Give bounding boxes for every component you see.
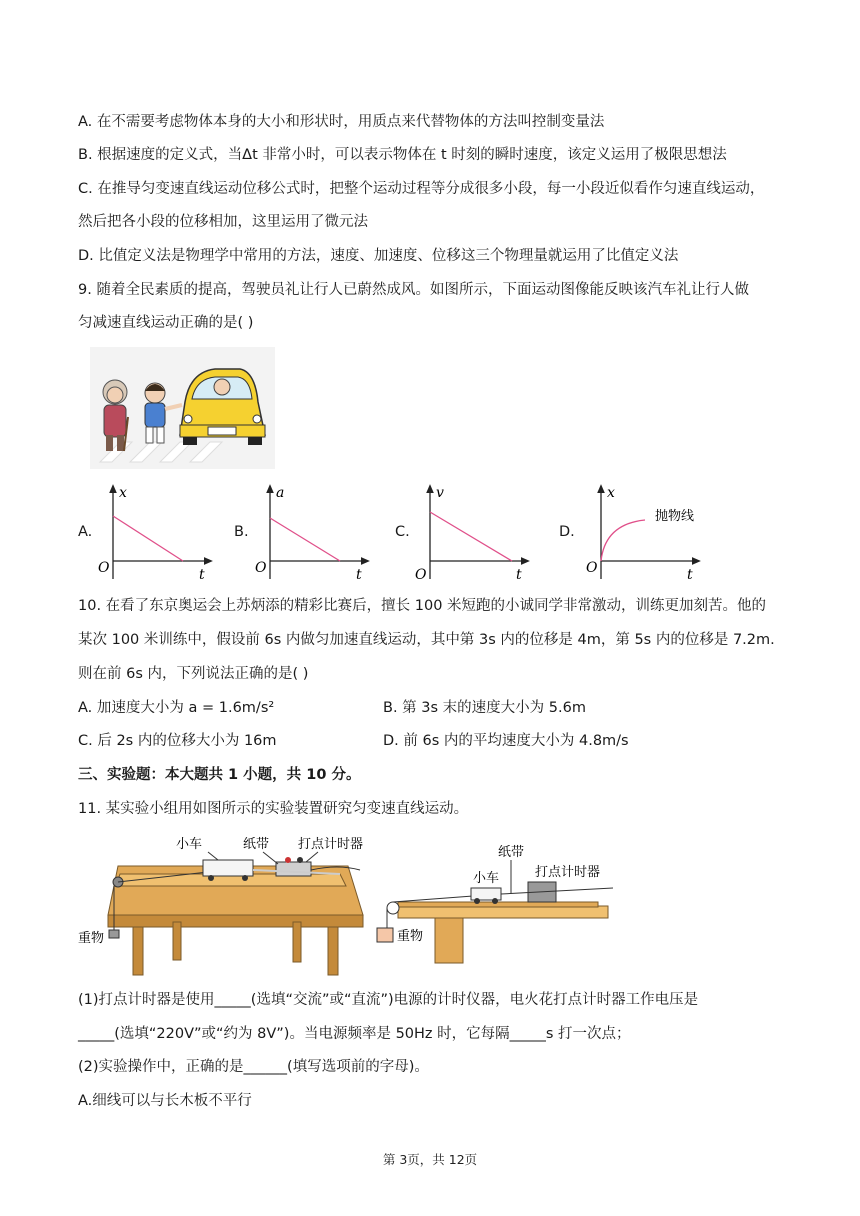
graph-a-origin-label: O <box>98 560 110 576</box>
q11-part2: (2)实验操作中，正确的是______(填写选项前的字母)。 <box>78 1059 429 1075</box>
label-tape-left: 纸带 <box>243 837 270 852</box>
graph-d <box>583 482 703 584</box>
graph-c-label: C. <box>395 524 410 540</box>
section-heading: 三、实验题：本大题共 1 小题，共 10 分。 <box>78 767 361 783</box>
q8-option-c-line1: C. 在推导匀变速直线运动位移公式时，把整个运动过程等分成很多小段，每一小段近似看作匀速直线运动， <box>78 181 765 197</box>
graph-a <box>95 482 215 584</box>
q10-option-c: C. 后 2s 内的位移大小为 16m <box>78 733 277 749</box>
graph-b-yaxis-label: a <box>276 485 285 501</box>
graph-d-xaxis-label: t <box>687 567 693 583</box>
label-timer-left: 打点计时器 <box>298 837 364 852</box>
graph-c-origin-label: O <box>415 567 427 583</box>
graph-a-xaxis-label: t <box>199 567 205 583</box>
graph-c-xaxis-label: t <box>516 567 522 583</box>
label-cart-right: 小车 <box>473 871 500 886</box>
q8-option-b: B. 根据速度的定义式，当Δt 非常小时，可以表示物体在 t 时刻的瞬时速度，该定义运用了极限思想法 <box>78 147 727 163</box>
graph-c-yaxis-label: v <box>436 485 444 501</box>
q10-option-d: D. 前 6s 内的平均速度大小为 4.8m/s <box>383 733 629 749</box>
q10-option-b: B. 第 3s 末的速度大小为 5.6m <box>383 700 586 716</box>
crosswalk-illustration <box>90 347 275 469</box>
graph-b-label: B. <box>234 524 249 540</box>
q9-stem-line2: 匀减速直线运动正确的是( ) <box>78 315 254 331</box>
q9-stem-line1: 9. 随着全民素质的提高，驾驶员礼让行人已蔚然成风。如图所示，下面运动图像能反映该汽车礼让行人做 <box>78 282 749 298</box>
label-weight-left: 重物 <box>78 931 105 946</box>
experiment-figure-right <box>373 840 613 965</box>
q8-option-d: D. 比值定义法是物理学中常用的方法，速度、加速度、位移这三个物理量就运用了比值定义法 <box>78 248 679 264</box>
graph-b <box>252 482 372 584</box>
q11-part1-line1: (1)打点计时器是使用_____(选填“交流”或“直流”)电源的计时仪器，电火花打点计时器工作电压是 <box>78 992 699 1008</box>
label-tape-right: 纸带 <box>498 845 525 860</box>
graph-a-label: A. <box>78 524 93 540</box>
label-timer-right: 打点计时器 <box>535 865 601 880</box>
q10-stem-line3: 则在前 6s 内，下列说法正确的是( ) <box>78 666 309 682</box>
q10-stem-line2: 某次 100 米训练中，假设前 6s 内做匀加速直线运动，其中第 3s 内的位移是 4m，第 5s 内的位移是 7.2m. <box>78 632 775 648</box>
q8-option-a: A. 在不需要考虑物体本身的大小和形状时，用质点来代替物体的方法叫控制变量法 <box>78 114 605 130</box>
parabola-label: 抛物线 <box>655 509 695 524</box>
graph-b-xaxis-label: t <box>356 567 362 583</box>
graph-c <box>412 482 532 584</box>
page-footer: 第 3页，共 12页 <box>382 1152 478 1167</box>
label-weight-right: 重物 <box>397 929 424 944</box>
q10-stem-line1: 10. 在看了东京奥运会上苏炳添的精彩比赛后，擅长 100 米短跑的小诚同学非常激动，训练更加刻苦。他的 <box>78 598 767 614</box>
experiment-figure-left <box>78 830 368 980</box>
graph-d-label: D. <box>559 524 575 540</box>
graph-d-yaxis-label: x <box>607 485 615 501</box>
graph-b-origin-label: O <box>255 560 267 576</box>
q11-part1-line2: _____(选填“220V”或“约为 8V”)。当电源频率是 50Hz 时，它每隔_____s 打一次点； <box>78 1026 631 1042</box>
q10-option-a: A. 加速度大小为 a = 1.6m/s² <box>78 700 275 716</box>
label-cart-left: 小车 <box>176 837 203 852</box>
graph-a-yaxis-label: x <box>119 485 127 501</box>
graph-d-origin-label: O <box>586 560 598 576</box>
q8-option-c-line2: 然后把各小段的位移相加，这里运用了微元法 <box>78 214 368 230</box>
q11-option-a: A.细线可以与长木板不平行 <box>78 1093 252 1109</box>
q11-stem: 11. 某实验小组用如图所示的实验装置研究匀变速直线运动。 <box>78 801 469 817</box>
